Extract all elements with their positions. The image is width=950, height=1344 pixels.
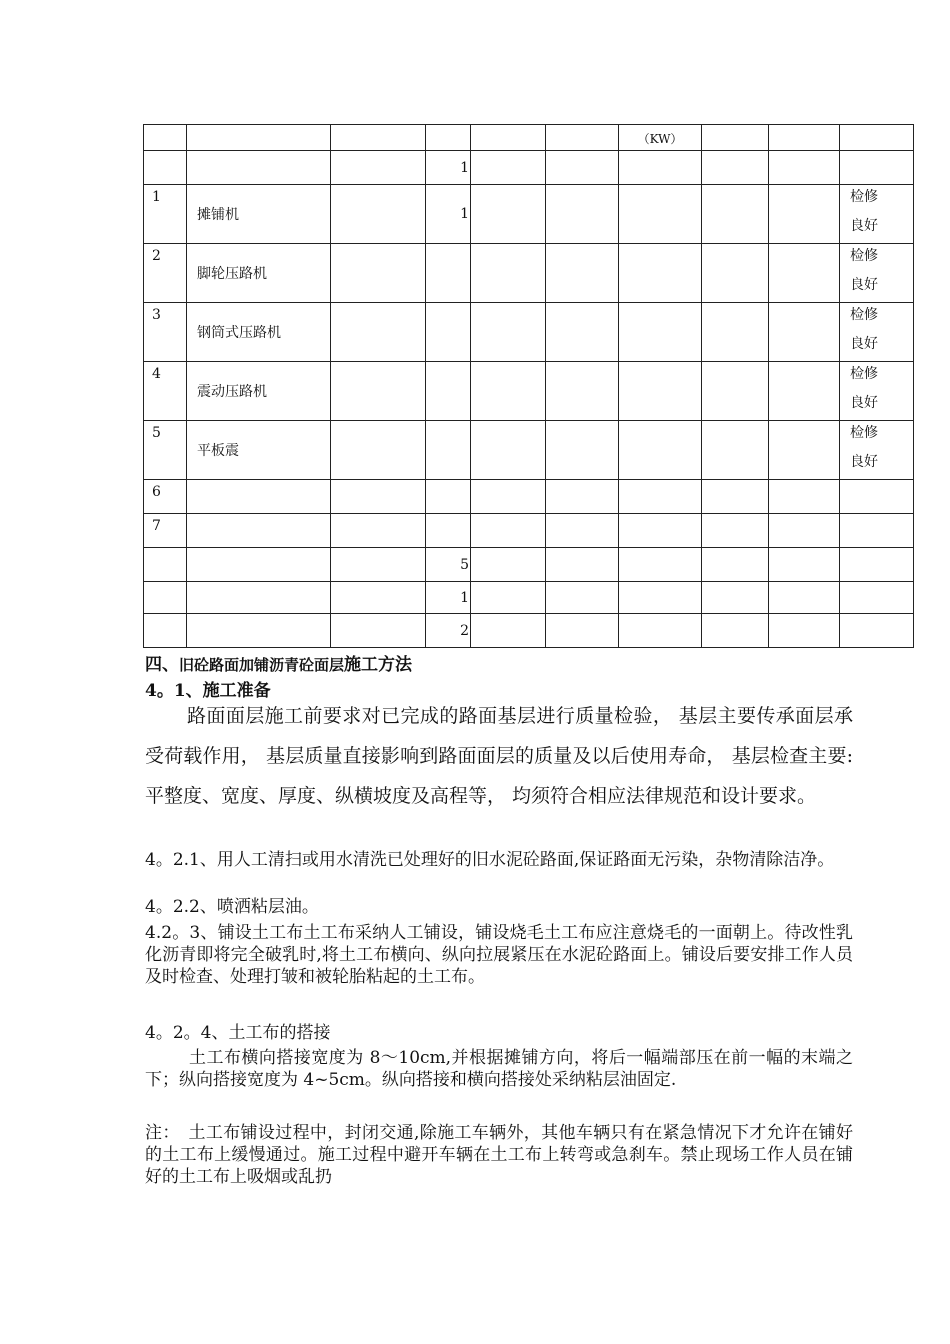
row-number (144, 582, 187, 614)
table-cell (331, 421, 426, 480)
quantity: 1 (426, 185, 471, 244)
table-cell (619, 185, 702, 244)
table-cell (471, 514, 546, 548)
table-cell (546, 185, 619, 244)
table-cell (769, 362, 840, 421)
table-cell (426, 125, 471, 151)
table-header-row (144, 125, 914, 151)
remark (840, 582, 914, 614)
overlap-paragraph: 土工布横向搭接宽度为 8～10cm,并根据摊铺方向，将后一幅端部压在前一幅的末端之下；纵向搭接宽度为 4~5cm。纵向搭接和横向搭接处采纳粘层油固定. (145, 1048, 853, 1090)
remark (840, 480, 914, 514)
table-cell (702, 480, 769, 514)
table-cell (619, 244, 702, 303)
table-cell (331, 125, 426, 151)
equipment-name (187, 614, 331, 648)
table-cell (769, 125, 840, 151)
remark-line-1: 检修 (850, 189, 878, 205)
table-row (144, 582, 914, 614)
sub-heading: 4。1、施工准备 (145, 681, 271, 701)
equipment-name (187, 151, 331, 185)
table-cell (331, 614, 426, 648)
table-row (144, 362, 914, 421)
table-cell (619, 362, 702, 421)
table-cell (619, 303, 702, 362)
table-cell (331, 303, 426, 362)
remark-line-2: 良好 (850, 454, 878, 470)
paragraph-4-2-3: 4.2。3、铺设土工布土工布采纳人工铺设，铺设烧毛土工布应注意烧毛的一面朝上。待改性乳化沥青即将完全破乳时,将土工布横向、纵向拉展紧压在水泥砼路面上。铺设后要安排工作人员及时检查、处理打皱和被轮胎粘起的土工布。 (145, 923, 853, 987)
table-row (144, 480, 914, 514)
quantity: 1 (426, 151, 471, 185)
table-cell (702, 125, 769, 151)
remark-line-1: 检修 (850, 425, 878, 441)
table-cell (702, 244, 769, 303)
table-cell (471, 548, 546, 582)
quantity (426, 480, 471, 514)
table-cell (702, 151, 769, 185)
table-row (144, 514, 914, 548)
remark (840, 421, 914, 480)
table-cell (769, 480, 840, 514)
table-cell (619, 548, 702, 582)
quantity (426, 514, 471, 548)
table-cell (769, 244, 840, 303)
table-cell (546, 362, 619, 421)
quantity: 5 (426, 548, 471, 582)
table-cell (769, 514, 840, 548)
remark (840, 185, 914, 244)
table-cell (702, 514, 769, 548)
quantity (426, 244, 471, 303)
section-heading: 四、旧砼路面加铺沥青砼面层施工方法 (145, 655, 413, 675)
table-cell (769, 614, 840, 648)
remark-line-1: 检修 (850, 248, 878, 264)
remark (840, 151, 914, 185)
table-cell (702, 421, 769, 480)
remark-line-1: 检修 (850, 307, 878, 323)
remark-line-2: 良好 (850, 395, 878, 411)
table-cell (546, 548, 619, 582)
equipment-name (187, 548, 331, 582)
table-cell (769, 151, 840, 185)
table-cell (546, 303, 619, 362)
remark-line-2: 良好 (850, 336, 878, 352)
table-cell (702, 582, 769, 614)
table-cell (619, 582, 702, 614)
table-row (144, 244, 914, 303)
table-cell (769, 548, 840, 582)
table-cell (471, 614, 546, 648)
intro-paragraph: 路面面层施工前要求对已完成的路面基层进行质量检验， 基层主要传承面层承受荷载作用， 基层质量直接影响到路面面层的质量及以后使用寿命， 基层检查主要:平整度、宽度、厚度、纵横坡度及高程等， 均须符合相应法律规范和设计要求。 (145, 705, 853, 807)
power-unit-header: （KW） (619, 125, 702, 151)
row-number: 1 (144, 185, 187, 244)
remark (840, 303, 914, 362)
equipment-name: 钢筒式压路机 (187, 303, 331, 362)
table-row (144, 303, 914, 362)
row-number: 7 (144, 514, 187, 548)
remark-line-2: 良好 (850, 277, 878, 293)
table-cell (471, 582, 546, 614)
table-cell (546, 582, 619, 614)
quantity (426, 421, 471, 480)
paragraph-4-2-4: 4。2。4、土工布的搭接 (145, 1023, 331, 1043)
table-row (144, 185, 914, 244)
table-cell (702, 362, 769, 421)
table-cell (471, 421, 546, 480)
row-number: 2 (144, 244, 187, 303)
remark-line-1: 检修 (850, 366, 878, 382)
table-cell (331, 151, 426, 185)
row-number: 6 (144, 480, 187, 514)
table-cell (546, 125, 619, 151)
remark (840, 548, 914, 582)
quantity (426, 303, 471, 362)
table-cell (702, 303, 769, 362)
row-number: 3 (144, 303, 187, 362)
equipment-name: 震动压路机 (187, 362, 331, 421)
table-cell (331, 244, 426, 303)
table-cell (331, 480, 426, 514)
equipment-name: 摊铺机 (187, 185, 331, 244)
table-cell (471, 362, 546, 421)
table-cell (546, 514, 619, 548)
table-cell (331, 362, 426, 421)
equipment-name (187, 514, 331, 548)
table-cell (546, 151, 619, 185)
equipment-table (143, 124, 914, 648)
table-cell (546, 480, 619, 514)
paragraph-4-2-2: 4。2.2、喷洒粘层油。 (145, 897, 319, 917)
remark (840, 514, 914, 548)
table-cell (619, 480, 702, 514)
row-number (144, 614, 187, 648)
remark-line-2: 良好 (850, 218, 878, 234)
table-row (144, 548, 914, 582)
remark (840, 362, 914, 421)
table-cell (769, 185, 840, 244)
equipment-name (187, 582, 331, 614)
table-cell (769, 582, 840, 614)
table-cell (331, 185, 426, 244)
row-number: 4 (144, 362, 187, 421)
table-cell (702, 548, 769, 582)
table-row (144, 151, 914, 185)
equipment-name: 平板震 (187, 421, 331, 480)
quantity (426, 362, 471, 421)
table-cell (619, 151, 702, 185)
equipment-name: 脚轮压路机 (187, 244, 331, 303)
paragraph-4-2-1: 4。2.1、用人工清扫或用水清洗已处理好的旧水泥砼路面,保证路面无污染，杂物清除洁净。 (145, 850, 835, 870)
table-cell (619, 514, 702, 548)
table-cell (187, 125, 331, 151)
table-cell (702, 614, 769, 648)
quantity: 2 (426, 614, 471, 648)
table-cell (769, 303, 840, 362)
table-cell (471, 244, 546, 303)
table-cell (471, 151, 546, 185)
table-cell (546, 244, 619, 303)
table-cell (619, 421, 702, 480)
table-cell (769, 421, 840, 480)
table-cell (471, 185, 546, 244)
table-row (144, 614, 914, 648)
table-cell (619, 614, 702, 648)
row-number (144, 151, 187, 185)
remark (840, 614, 914, 648)
table-cell (471, 480, 546, 514)
table-cell (840, 125, 914, 151)
equipment-name (187, 480, 331, 514)
table-cell (546, 614, 619, 648)
quantity: 1 (426, 582, 471, 614)
row-number (144, 548, 187, 582)
table-cell (471, 303, 546, 362)
table-cell (144, 125, 187, 151)
table-row (144, 421, 914, 480)
remark (840, 244, 914, 303)
note-paragraph: 注： 土工布铺设过程中，封闭交通,除施工车辆外，其他车辆只有在紧急情况下才允许在铺好的土工布上缓慢通过。施工过程中避开车辆在土工布上转弯或急刹车。禁止现场工作人员在铺好的土工布上吸烟或乱扔 (145, 1123, 853, 1187)
table-cell (471, 125, 546, 151)
table-cell (331, 582, 426, 614)
table-cell (546, 421, 619, 480)
table-cell (331, 514, 426, 548)
table-cell (331, 548, 426, 582)
row-number: 5 (144, 421, 187, 480)
table-cell (702, 185, 769, 244)
